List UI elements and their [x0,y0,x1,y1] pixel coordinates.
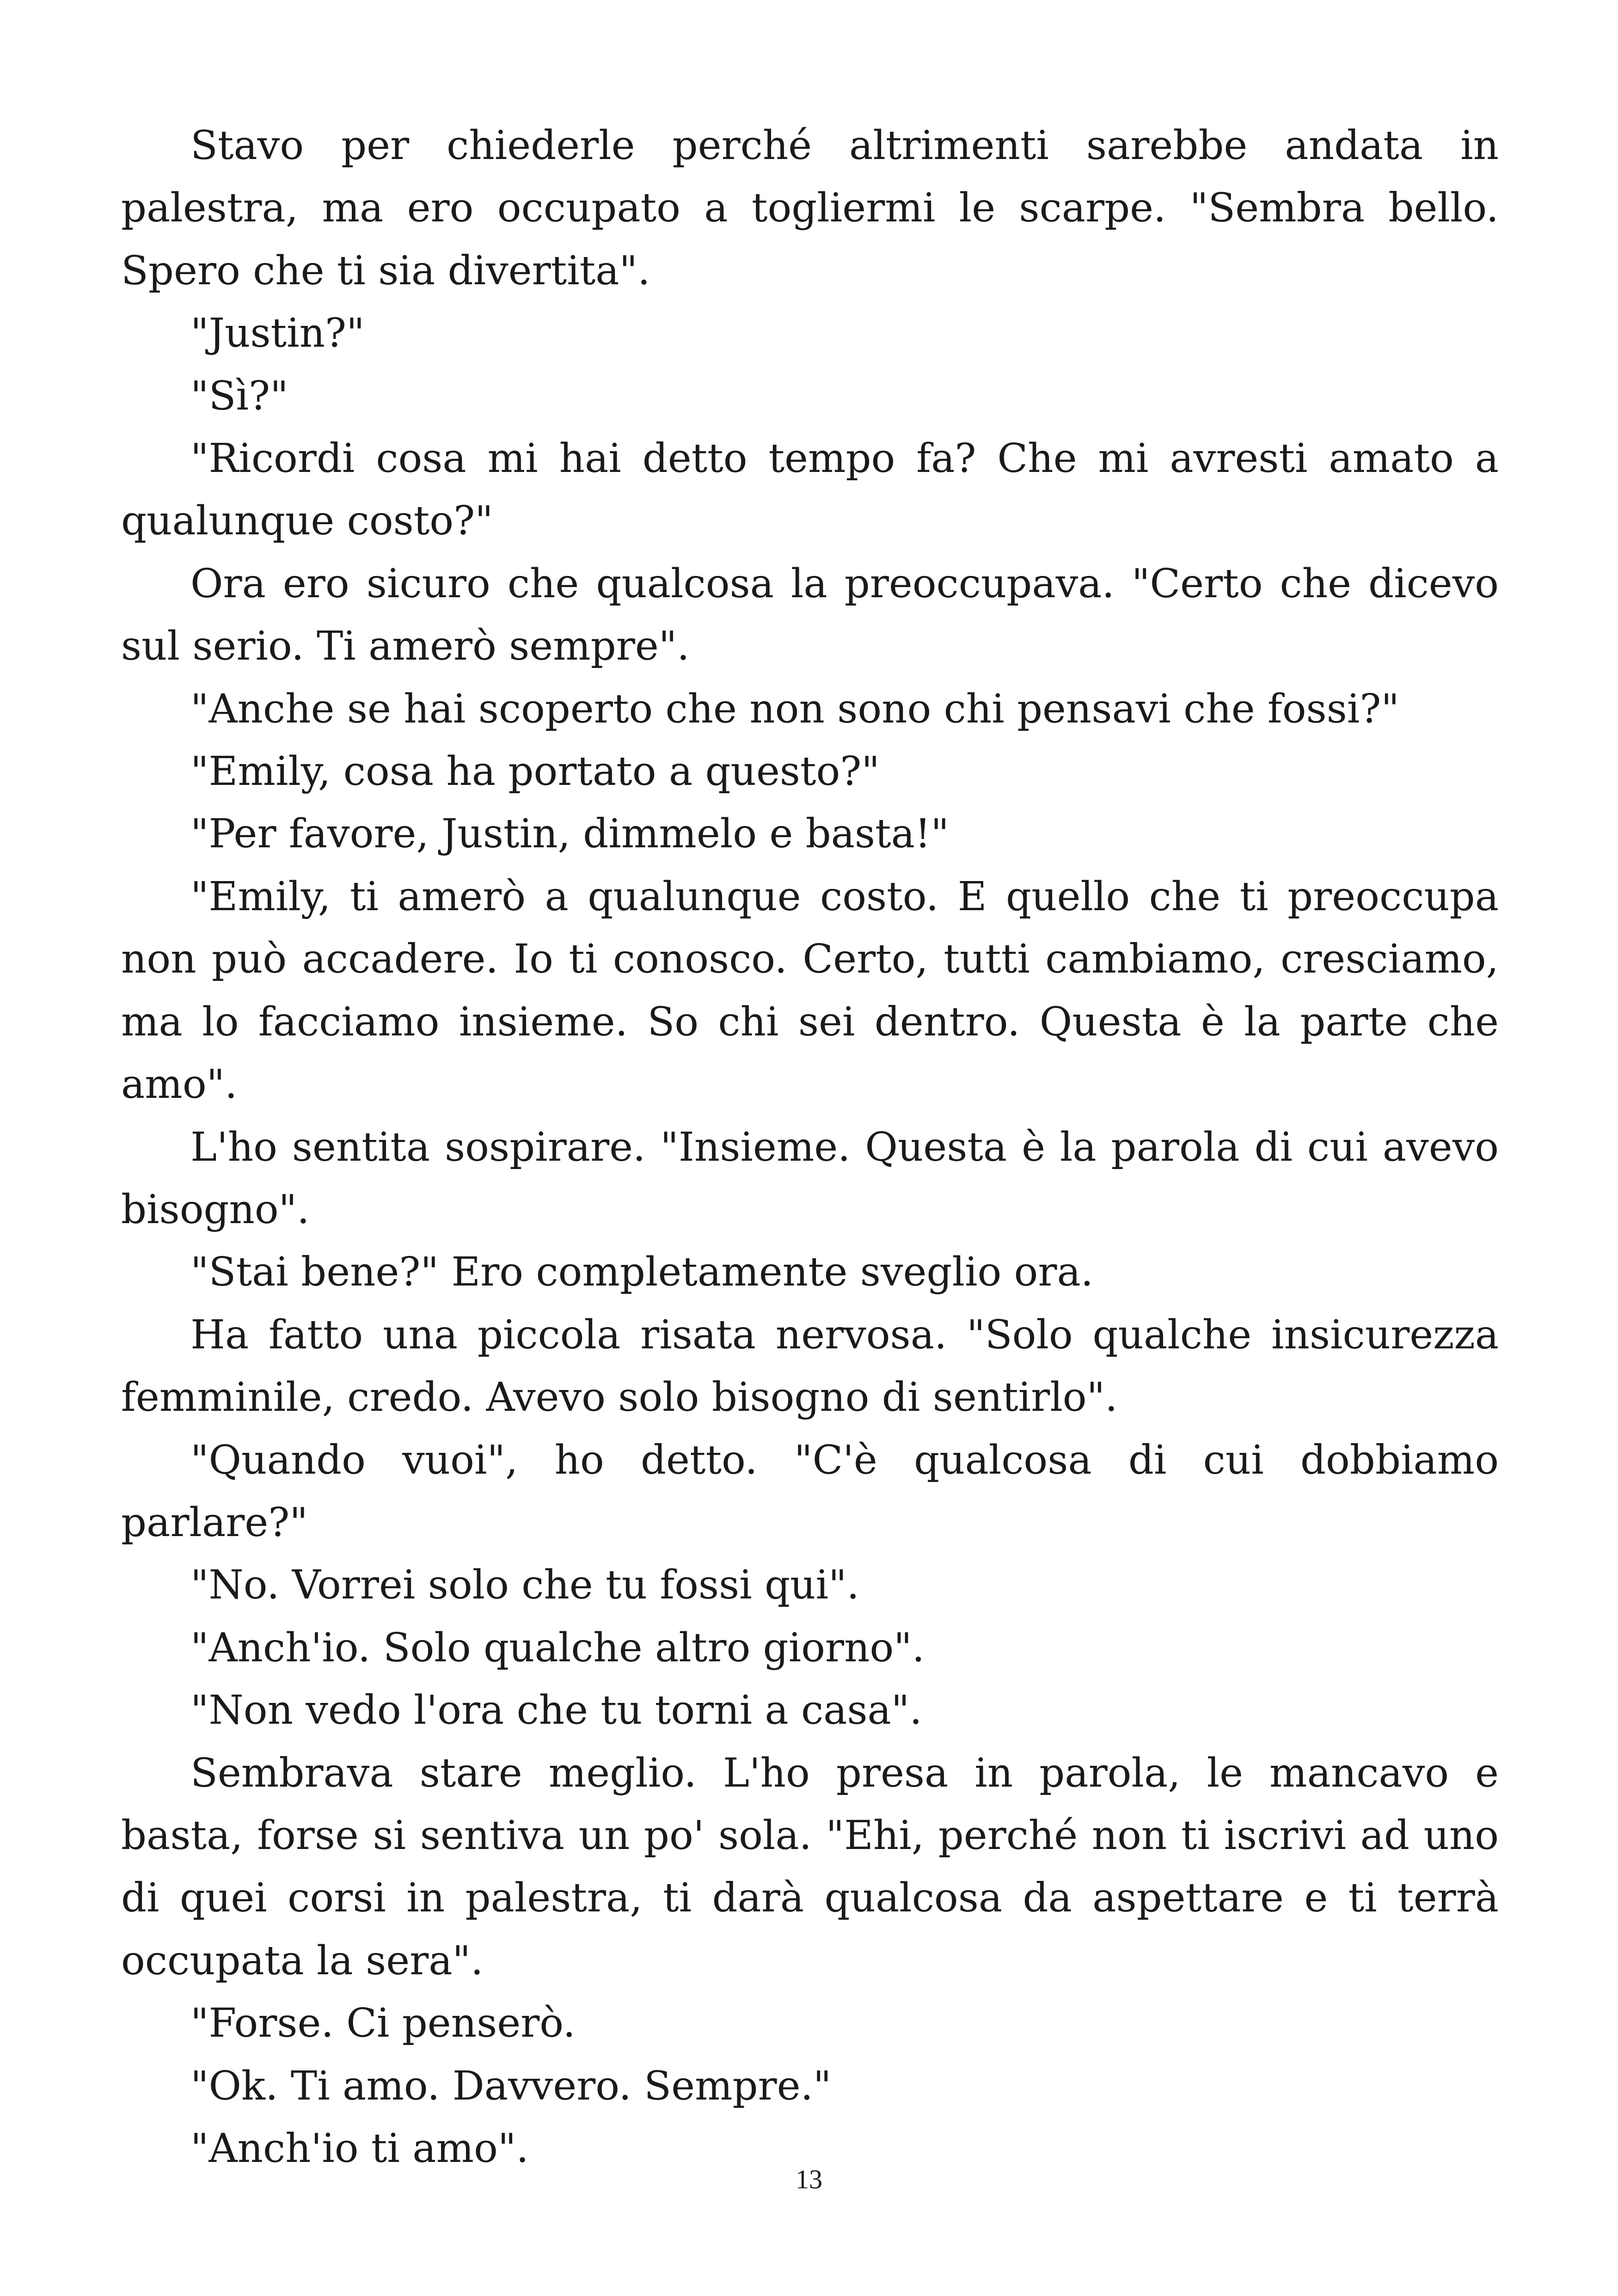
paragraph: "Anch'io ti amo". [190,2125,529,2172]
paragraph: Ha fatto una piccola risata nervosa. "Solo qualche insicurezza femminile, credo. Avevo solo bisogno di sentirlo". [121,1311,1499,1421]
paragraph: Sembrava stare meglio. L'ho presa in parola, le mancavo e basta, forse si sentiva un po' sola. "Ehi, perché non ti iscrivi ad uno di quei corsi in palestra, ti darà qualcosa da aspettare e ti terrà occupata la sera". [121,1750,1499,1984]
paragraph: "Quando vuoi", ho detto. "C'è qualcosa di cui dobbiamo parlare?" [121,1437,1499,1546]
paragraph: Stavo per chiederle perché altrimenti sarebbe andata in palestra, ma ero occupato a togliermi le scarpe. "Sembra bello. Spero che ti sia divertita". [121,122,1499,294]
paragraph: "Sì?" [190,373,288,419]
paragraph: Ora ero sicuro che qualcosa la preoccupava. "Certo che dicevo sul serio. Ti amerò sempre". [121,560,1499,670]
paragraph: "Per favore, Justin, dimmelo e basta!" [190,811,949,857]
paragraph: "Non vedo l'ora che tu torni a casa". [190,1687,922,1734]
paragraph: "No. Vorrei solo che tu fossi qui". [190,1562,859,1609]
paragraph: "Justin?" [190,310,365,357]
paragraph: L'ho sentita sospirare. "Insieme. Questa è la parola di cui avevo bisogno". [121,1124,1499,1233]
paragraph: "Emily, cosa ha portato a questo?" [190,748,880,795]
paragraph: "Stai bene?" Ero completamente sveglio ora. [190,1249,1094,1296]
paragraph: "Ok. Ti amo. Davvero. Sempre." [190,2063,832,2109]
page-number: 13 [796,2164,822,2194]
body-text [121,115,1499,2180]
paragraph: "Forse. Ci penserò. [190,2000,576,2047]
paragraph: "Anch'io. Solo qualche altro giorno". [190,1624,925,1671]
paragraph: "Ricordi cosa mi hai detto tempo fa? Che mi avresti amato a qualunque costo?" [121,435,1499,545]
paragraph: "Emily, ti amerò a qualunque costo. E quello che ti preoccupa non può accadere. Io ti conosco. Certo, tutti cambiamo, cresciamo, ma lo facciamo insieme. So chi sei dentro. Questa è la parte che amo". [121,873,1499,1108]
paragraph: "Anche se hai scoperto che non sono chi pensavi che fossi?" [190,686,1399,732]
